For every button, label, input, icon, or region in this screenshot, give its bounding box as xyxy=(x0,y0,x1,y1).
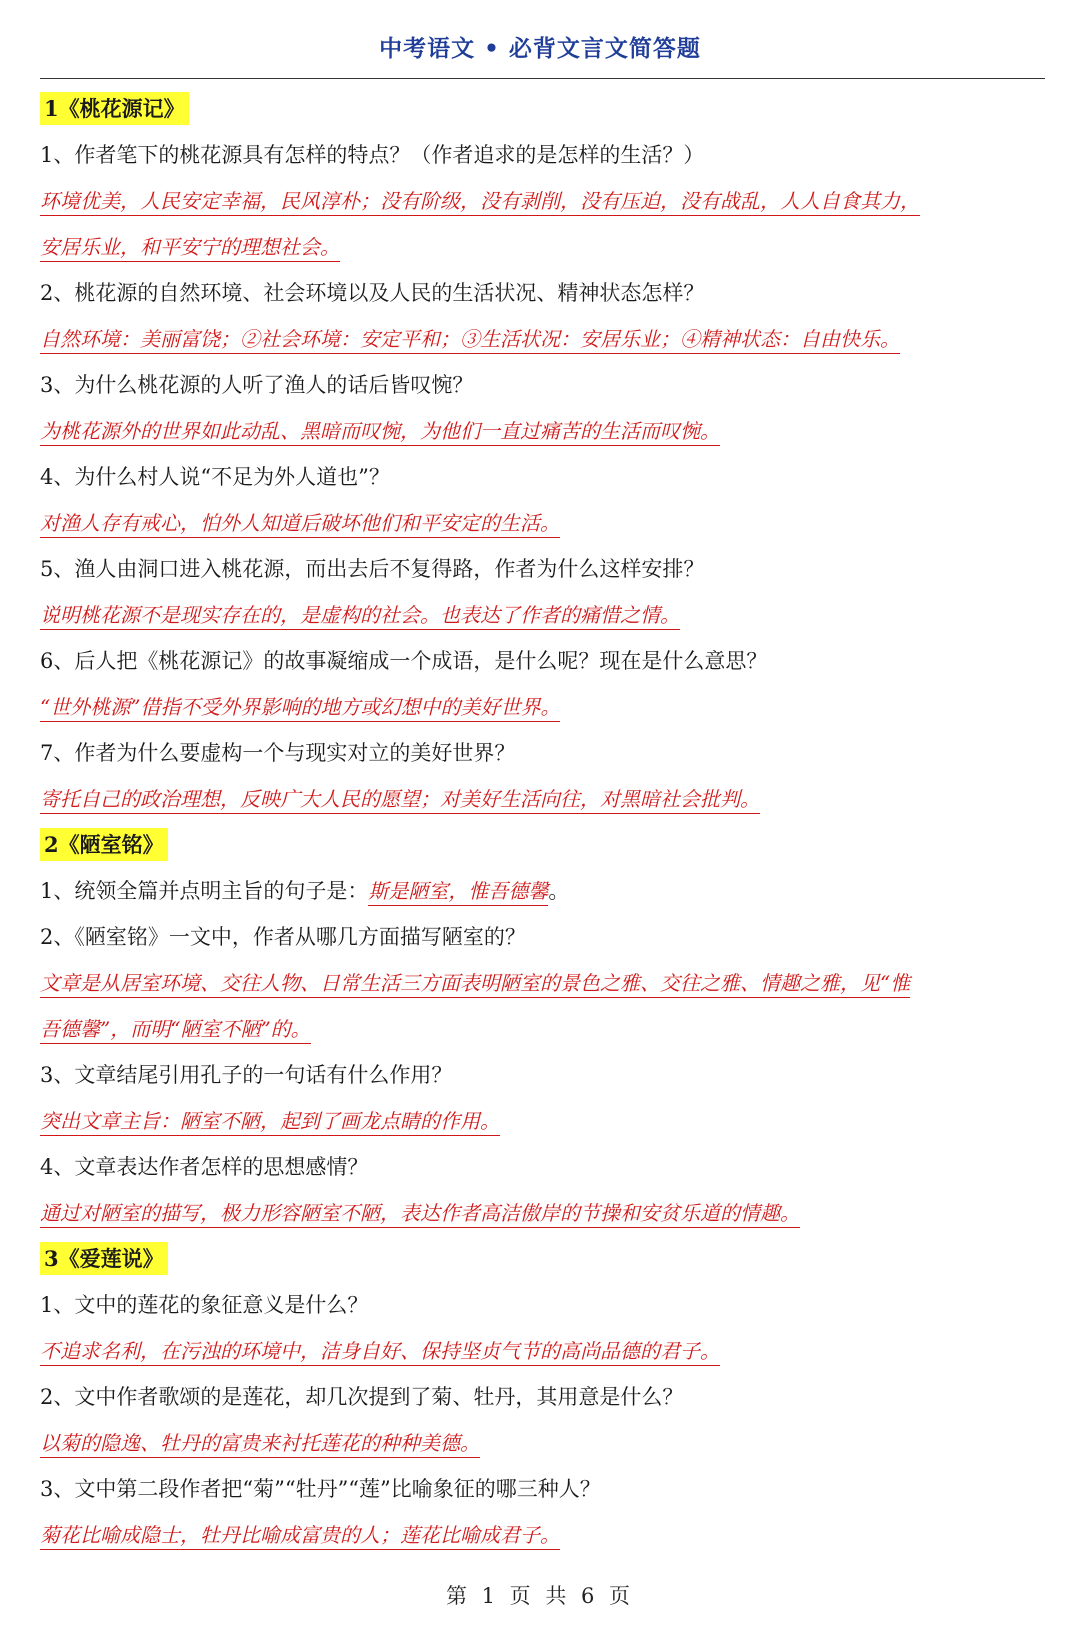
answer-line xyxy=(40,408,1050,454)
section-heading xyxy=(40,86,1050,132)
question-text: 1、作者笔下的桃花源具有怎样的特点？（作者追求的是怎样的生活？） xyxy=(40,143,705,167)
answer-line xyxy=(40,316,1050,362)
question-text: 2、《陋室铭》一文中，作者从哪几方面描写陋室的？ xyxy=(40,925,526,949)
answer-text: “世外桃源”借指不受外界影响的地方或幻想中的美好世界。 xyxy=(40,695,560,722)
page-title: 中考语文 • 必背文言文简答题 xyxy=(379,36,701,62)
answer-line xyxy=(40,1190,1050,1236)
inline-answer-text: 斯是陋室，惟吾德馨 xyxy=(368,879,548,906)
question-text: 3、文章结尾引用孔子的一句话有什么作用？ xyxy=(40,1063,453,1087)
answer-line xyxy=(40,178,1050,224)
question-text: 1、文中的莲花的象征意义是什么？ xyxy=(40,1293,369,1317)
answer-text: 不追求名利，在污浊的环境中，洁身自好、保持坚贞气节的高尚品德的君子。 xyxy=(40,1339,720,1366)
question-text: 7、作者为什么要虚构一个与现实对立的美好世界？ xyxy=(40,741,516,765)
question-text: 3、文中第二段作者把“菊”“牡丹”“莲”比喻象征的哪三种人？ xyxy=(40,1477,601,1501)
answer-line xyxy=(40,592,1050,638)
question-text: 2、桃花源的自然环境、社会环境以及人民的生活状况、精神状态怎样？ xyxy=(40,281,705,305)
answer-line xyxy=(40,684,1050,730)
answer-text: 安居乐业，和平安宁的理想社会。 xyxy=(40,235,340,262)
page-number: 第 1 页 共 6 页 xyxy=(445,1584,635,1608)
answer-text: 自然环境：美丽富饶；②社会环境：安定平和；③生活状况：安居乐业；④精神状态：自由快乐。 xyxy=(40,327,900,354)
question-with-inline-answer xyxy=(40,868,1050,914)
answer-text: 突出文章主旨：陋室不陋，起到了画龙点睛的作用。 xyxy=(40,1109,500,1136)
answer-text: 对渔人存有戒心，怕外人知道后破坏他们和平安定的生活。 xyxy=(40,511,560,538)
answer-text: 以菊的隐逸、牡丹的富贵来衬托莲花的种种美德。 xyxy=(40,1431,480,1458)
answer-line xyxy=(40,224,1050,270)
section-heading xyxy=(40,822,1050,868)
answer-line xyxy=(40,1098,1050,1144)
section-heading xyxy=(40,1236,1050,1282)
answer-line xyxy=(40,1420,1050,1466)
question-text: 2、文中作者歌颂的是莲花，却几次提到了菊、牡丹，其用意是什么？ xyxy=(40,1385,684,1409)
answer-text: 文章是从居室环境、交往人物、日常生活三方面表明陋室的景色之雅、交往之雅、情趣之雅，见“惟 xyxy=(40,971,910,998)
question-text: 4、文章表达作者怎样的思想感情？ xyxy=(40,1155,369,1179)
answer-line xyxy=(40,1328,1050,1374)
answer-text: 寄托自己的政治理想，反映广大人民的愿望；对美好生活向往，对黑暗社会批判。 xyxy=(40,787,760,814)
answer-line xyxy=(40,500,1050,546)
answer-text: 环境优美，人民安定幸福，民风淳朴；没有阶级，没有剥削，没有压迫，没有战乱，人人自食其力， xyxy=(40,189,920,216)
qa-content xyxy=(40,86,1050,1558)
answer-text: 说明桃花源不是现实存在的，是虚构的社会。也表达了作者的痛惜之情。 xyxy=(40,603,680,630)
answer-line xyxy=(40,1512,1050,1558)
question-text: 4、为什么村人说“不足为外人道也”？ xyxy=(40,465,390,489)
section-heading-label: 2《陋室铭》 xyxy=(40,828,168,861)
answer-text: 通过对陋室的描写，极力形容陋室不陋，表达作者高洁傲岸的节操和安贫乐道的情趣。 xyxy=(40,1201,800,1228)
question-text: 5、渔人由洞口进入桃花源，而出去后不复得路，作者为什么这样安排？ xyxy=(40,557,705,581)
answer-text: 菊花比喻成隐士，牡丹比喻成富贵的人；莲花比喻成君子。 xyxy=(40,1523,560,1550)
answer-line xyxy=(40,960,1050,1006)
answer-line xyxy=(40,776,1050,822)
answer-text: 吾德馨”，而明“陋室不陋”的。 xyxy=(40,1017,311,1044)
header-divider xyxy=(40,78,1045,79)
question-text: 6、后人把《桃花源记》的故事凝缩成一个成语，是什么呢？现在是什么意思？ xyxy=(40,649,768,673)
section-heading-label: 3《爱莲说》 xyxy=(40,1242,168,1275)
question-suffix: 。 xyxy=(548,879,570,903)
question-text: 1、统领全篇并点明主旨的句子是： xyxy=(40,879,369,903)
section-heading-label: 1《桃花源记》 xyxy=(40,92,189,125)
answer-line xyxy=(40,1006,1050,1052)
question-text: 3、为什么桃花源的人听了渔人的话后皆叹惋？ xyxy=(40,373,474,397)
answer-text: 为桃花源外的世界如此动乱、黑暗而叹惋，为他们一直过痛苦的生活而叹惋。 xyxy=(40,419,720,446)
